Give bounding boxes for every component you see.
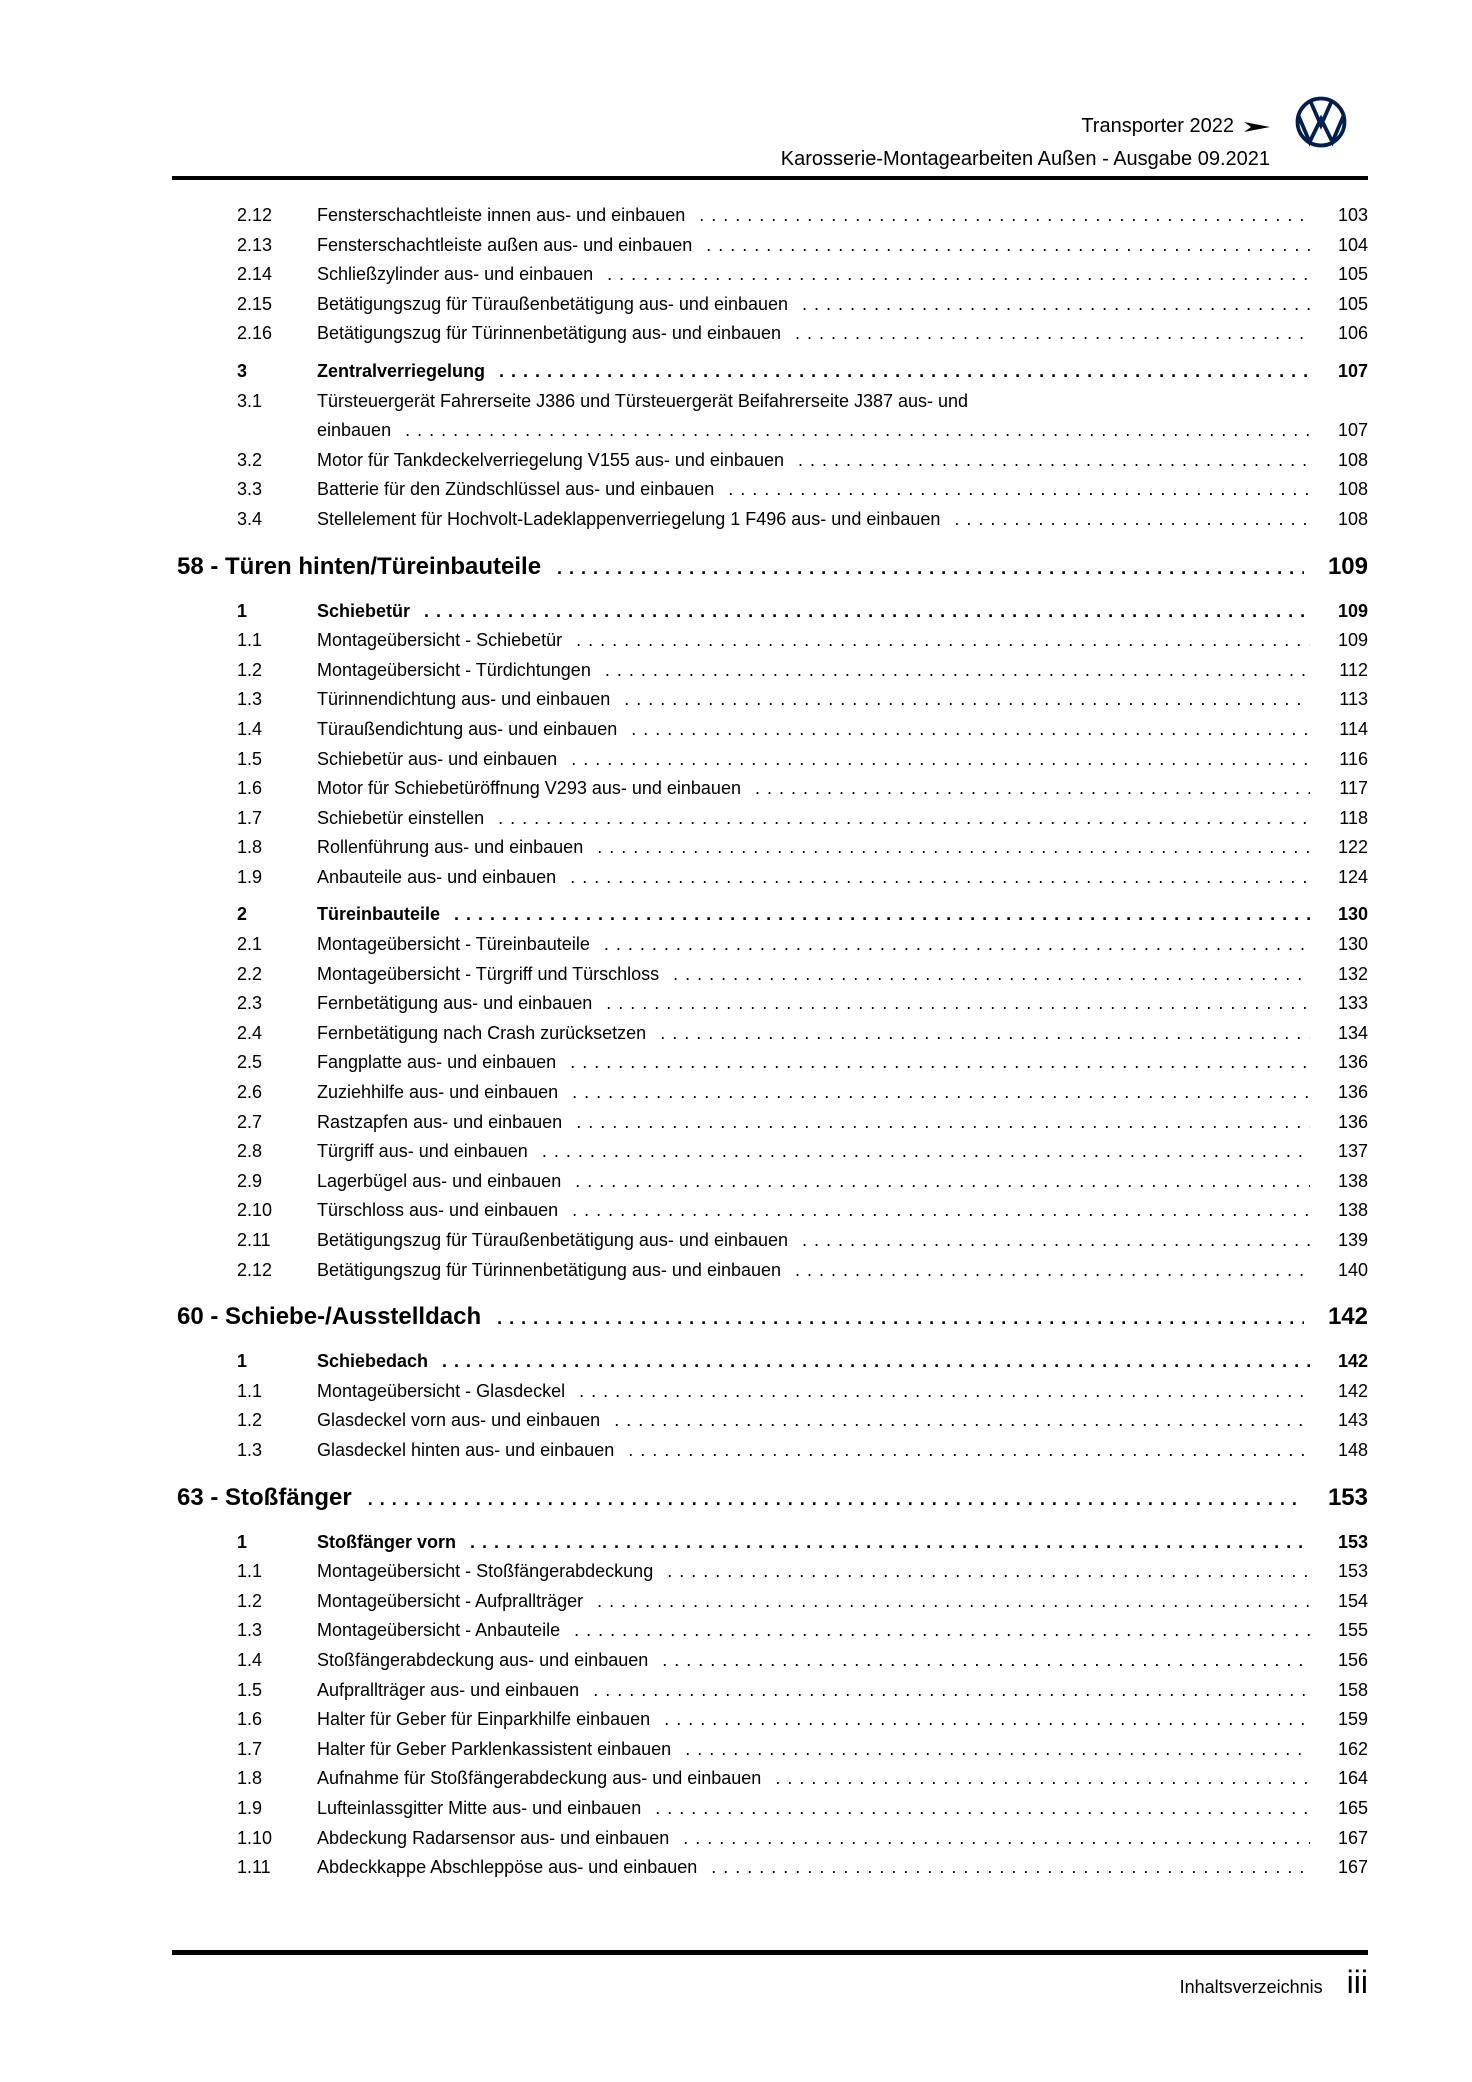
entry-page-number: 136 <box>1337 1111 1368 1132</box>
entry-number: 2.5 <box>237 1052 263 1073</box>
header-subtitle: Karosserie-Montagearbeiten Außen - Ausgabe 09.2021 <box>780 148 1270 170</box>
entry-title: Stoßfänger vorn <box>317 1531 457 1552</box>
entry-page-number: 108 <box>1337 479 1368 500</box>
toc-entry-row <box>177 715 1368 745</box>
entry-number: 2.8 <box>237 1141 263 1162</box>
toc-chapter-row <box>177 545 1368 589</box>
entry-page-number: 114 <box>1339 718 1368 739</box>
entry-number: 1.2 <box>237 1410 263 1431</box>
entry-page-number: 138 <box>1337 1170 1368 1191</box>
entry-number: 2.6 <box>237 1082 263 1103</box>
header-title: Transporter 2022 <box>1081 115 1234 137</box>
entry-number: 3.4 <box>237 508 263 529</box>
toc-entry-row <box>177 833 1368 863</box>
entry-page-number: 139 <box>1337 1230 1368 1250</box>
toc-entry-row <box>177 1108 1368 1138</box>
toc-entry-row <box>177 357 1368 387</box>
toc-entry-row <box>177 1587 1368 1617</box>
dot-leader <box>775 1764 1310 1794</box>
toc-entry-row <box>177 626 1368 656</box>
chapter-page-number: 109 <box>1327 552 1368 580</box>
entry-number: 2.16 <box>237 323 273 344</box>
toc-chapter-row <box>177 1295 1368 1339</box>
entry-number: 2.7 <box>237 1111 263 1132</box>
entry-number: 1 <box>237 1531 248 1552</box>
entry-page-number: 162 <box>1337 1738 1368 1759</box>
chapter-title: 60 - Schiebe-/Ausstelldach <box>177 1303 482 1331</box>
dot-leader <box>728 475 1310 505</box>
entry-page-number: 117 <box>1339 778 1368 799</box>
entry-title: Aufnahme für Stoßfängerabdeckung aus- und einbauen <box>317 1768 762 1789</box>
toc-entry-row <box>177 505 1368 535</box>
dot-leader <box>802 290 1310 320</box>
dot-leader <box>683 1824 1310 1854</box>
dot-leader <box>571 745 1310 775</box>
entry-number: 1.9 <box>237 1797 263 1818</box>
entry-title: Türaußendichtung aus- und einbauen <box>317 718 618 739</box>
dot-leader <box>576 1108 1310 1138</box>
entry-title: Montageübersicht - Schiebetür <box>317 630 563 651</box>
toc-entry-row <box>177 1019 1368 1049</box>
footer-label: Inhaltsverzeichnis <box>1179 1977 1323 1997</box>
dot-leader <box>706 231 1310 261</box>
entry-title: Rollenführung aus- und einbauen <box>317 837 584 858</box>
dot-leader <box>424 597 1310 627</box>
dot-leader <box>795 319 1310 349</box>
entry-title: Montageübersicht - Türeinbauteile <box>317 934 590 955</box>
dot-leader <box>542 1137 1310 1167</box>
entry-number: 1.4 <box>237 718 263 739</box>
toc-entry-row <box>177 1646 1368 1676</box>
toc-entry-row <box>177 685 1368 715</box>
dot-leader <box>798 446 1310 476</box>
dot-leader <box>405 416 1310 446</box>
toc-entry-row <box>177 446 1368 476</box>
toc-entry-row <box>177 989 1368 1019</box>
entry-page-number: 104 <box>1337 234 1368 255</box>
entry-page-number: 113 <box>1339 689 1368 710</box>
entry-title: Glasdeckel hinten aus- und einbauen <box>317 1439 615 1460</box>
entry-title: Betätigungszug für Türaußenbetätigung aus- und einbauen <box>317 293 789 314</box>
entry-page-number: 140 <box>1337 1259 1368 1280</box>
toc-entry-row <box>177 1735 1368 1765</box>
entry-page-number: 107 <box>1337 360 1368 381</box>
dot-leader <box>614 1406 1310 1436</box>
entry-number: 2.10 <box>237 1200 273 1221</box>
entry-number: 1.6 <box>237 1709 263 1730</box>
entry-title: Zentralverriegelung <box>317 360 486 381</box>
toc-entry-row <box>177 1256 1368 1286</box>
dot-leader <box>655 1794 1310 1824</box>
chapter-title: 63 - Stoßfänger <box>177 1483 352 1511</box>
toc-entry-row <box>177 1794 1368 1824</box>
entry-title: Lagerbügel aus- und einbauen <box>317 1170 562 1191</box>
entry-number: 1.11 <box>237 1857 271 1878</box>
entry-page-number: 103 <box>1337 205 1368 225</box>
header-divider <box>172 176 1368 180</box>
entry-page-number: 132 <box>1337 963 1368 984</box>
dot-leader <box>795 1256 1310 1286</box>
dot-leader <box>624 685 1310 715</box>
toc-entry-row <box>177 1436 1368 1466</box>
entry-title: Motor für Tankdeckelverriegelung V155 aus- und einbauen <box>317 449 784 470</box>
dot-leader <box>574 1616 1310 1646</box>
footer-page-number: iii <box>1346 1964 1368 2000</box>
chapter-title: 58 - Türen hinten/Türeinbauteile <box>177 552 542 580</box>
entry-title: Montageübersicht - Glasdeckel <box>317 1380 566 1401</box>
dot-leader <box>570 1048 1310 1078</box>
table-of-contents <box>177 201 1368 1883</box>
entry-title: Montageübersicht - Türdichtungen <box>317 659 591 680</box>
header-title-line <box>781 110 1270 143</box>
entry-number: 1.8 <box>237 837 263 858</box>
dot-leader <box>607 260 1310 290</box>
entry-title: Stellelement für Hochvolt-Ladeklappenverriegelung 1 F496 aus- und einbauen <box>317 508 941 529</box>
entry-number: 1.10 <box>237 1827 273 1848</box>
entry-page-number: 105 <box>1337 264 1368 285</box>
entry-title: Betätigungszug für Türinnenbetätigung aus- und einbauen <box>317 323 782 344</box>
toc-entry-row <box>177 745 1368 775</box>
dot-leader <box>662 1646 1310 1676</box>
entry-title: Montageübersicht - Anbauteile <box>317 1620 561 1641</box>
entry-page-number: 136 <box>1337 1052 1368 1073</box>
entry-page-number: 108 <box>1337 508 1368 529</box>
dot-leader <box>572 1078 1310 1108</box>
toc-entry-row <box>177 1764 1368 1794</box>
entry-number: 2.3 <box>237 993 263 1014</box>
toc-entry-row <box>177 1853 1368 1883</box>
entry-title: Montageübersicht - Türgriff und Türschloss <box>317 963 660 984</box>
entry-title: Abdeckkappe Abschleppöse aus- und einbauen <box>317 1857 698 1878</box>
entry-title-continued: einbauen <box>317 420 392 441</box>
dot-leader <box>755 774 1310 804</box>
entry-number: 1.8 <box>237 1768 263 1789</box>
entry-number: 1.9 <box>237 866 263 887</box>
dot-leader <box>628 1436 1310 1466</box>
entry-title: Batterie für den Zündschlüssel aus- und einbauen <box>317 479 715 500</box>
chapter-page-number: 153 <box>1327 1483 1368 1511</box>
page-footer <box>1180 1964 1368 2001</box>
entry-number: 2.11 <box>237 1230 271 1250</box>
entry-title: Schiebetür einstellen <box>317 807 485 828</box>
entry-title: Türinnendichtung aus- und einbauen <box>317 689 611 710</box>
entry-number: 1.3 <box>237 689 263 710</box>
entry-number: 1.2 <box>237 659 263 680</box>
entry-title: Glasdeckel vorn aus- und einbauen <box>317 1410 601 1431</box>
entry-number: 3.3 <box>237 479 263 500</box>
toc-entry-row <box>177 960 1368 990</box>
entry-page-number: 137 <box>1337 1141 1368 1162</box>
dot-leader <box>685 1735 1310 1765</box>
dot-leader <box>572 1196 1310 1226</box>
entry-page-number: 122 <box>1337 837 1368 858</box>
chapter-page-number: 142 <box>1327 1303 1368 1331</box>
entry-title: Schiebetür aus- und einbauen <box>317 748 558 769</box>
toc-entry-row <box>177 1226 1368 1256</box>
dot-leader <box>597 1587 1310 1617</box>
dot-leader <box>570 863 1310 893</box>
entry-title: Motor für Schiebetüröffnung V293 aus- und einbauen <box>317 778 741 799</box>
dot-leader <box>631 715 1310 745</box>
dot-leader <box>699 201 1310 231</box>
entry-number: 2 <box>237 904 248 925</box>
toc-entry-row <box>177 1347 1368 1377</box>
entry-number: 1.3 <box>237 1620 263 1641</box>
toc-entry-row <box>177 774 1368 804</box>
entry-title: Türeinbauteile <box>317 904 441 925</box>
entry-title: Stoßfängerabdeckung aus- und einbauen <box>317 1649 649 1670</box>
entry-page-number: 164 <box>1337 1768 1368 1789</box>
toc-entry-row <box>177 597 1368 627</box>
entry-page-number: 106 <box>1337 323 1368 344</box>
entry-page-number: 156 <box>1337 1649 1368 1670</box>
dot-leader <box>711 1853 1310 1883</box>
entry-number: 2.15 <box>237 293 273 314</box>
toc-entry-row <box>177 1377 1368 1407</box>
entry-title: Fernbetätigung nach Crash zurücksetzen <box>317 1022 647 1043</box>
entry-title: Fensterschachtleiste innen aus- und einbauen <box>317 205 686 225</box>
toc-entry-row <box>177 201 1368 231</box>
entry-page-number: 133 <box>1337 993 1368 1014</box>
entry-number: 1.5 <box>237 748 263 769</box>
dot-leader <box>454 900 1310 930</box>
entry-page-number: 155 <box>1337 1620 1368 1641</box>
dot-leader <box>606 989 1310 1019</box>
entry-title: Rastzapfen aus- und einbauen <box>317 1111 563 1132</box>
entry-title: Betätigungszug für Türinnenbetätigung aus- und einbauen <box>317 1259 782 1280</box>
entry-title: Schiebetür <box>317 600 411 621</box>
toc-entry-row <box>177 900 1368 930</box>
entry-number: 2.2 <box>237 963 263 984</box>
entry-page-number: 130 <box>1337 934 1368 955</box>
toc-entry-row <box>177 1824 1368 1854</box>
entry-number: 2.9 <box>237 1170 263 1191</box>
entry-title: Lufteinlassgitter Mitte aus- und einbauen <box>317 1797 642 1818</box>
entry-title: Zuziehhilfe aus- und einbauen <box>317 1082 559 1103</box>
entry-page-number: 138 <box>1337 1200 1368 1221</box>
toc-entry-row <box>177 1616 1368 1646</box>
dot-leader <box>664 1705 1310 1735</box>
entry-page-number: 167 <box>1337 1857 1368 1878</box>
entry-number: 1.3 <box>237 1439 263 1460</box>
entry-number: 2.12 <box>237 1259 273 1280</box>
dot-leader <box>579 1377 1310 1407</box>
entry-page-number: 159 <box>1337 1709 1368 1730</box>
entry-page-number: 158 <box>1337 1679 1368 1700</box>
entry-page-number: 105 <box>1337 293 1368 314</box>
entry-title: Fangplatte aus- und einbauen <box>317 1052 557 1073</box>
toc-entry-row <box>177 804 1368 834</box>
toc-entry-row <box>177 387 1368 446</box>
entry-title: Schließzylinder aus- und einbauen <box>317 264 594 285</box>
entry-title: Montageübersicht - Aufprallträger <box>317 1590 584 1611</box>
dot-leader <box>557 546 1304 590</box>
toc-entry-row <box>177 1557 1368 1587</box>
dot-leader <box>593 1676 1310 1706</box>
entry-number: 1 <box>237 1351 248 1372</box>
entry-page-number: 118 <box>1339 807 1368 828</box>
toc-entry-row <box>177 475 1368 505</box>
entry-number: 1.1 <box>237 630 263 651</box>
entry-number: 2.13 <box>237 234 273 255</box>
entry-title: Türgriff aus- und einbauen <box>317 1141 528 1162</box>
toc-entry-row <box>177 1167 1368 1197</box>
toc-entry-row <box>177 1048 1368 1078</box>
dot-leader <box>673 960 1310 990</box>
dot-leader <box>802 1226 1310 1256</box>
right-arrowhead-icon <box>1244 120 1270 134</box>
dot-leader <box>499 357 1310 387</box>
toc-entry-row <box>177 290 1368 320</box>
entry-title: Montageübersicht - Stoßfängerabdeckung <box>317 1561 654 1582</box>
dot-leader <box>597 833 1310 863</box>
entry-page-number: 134 <box>1337 1022 1368 1043</box>
entry-number: 1.5 <box>237 1679 263 1700</box>
footer-divider <box>172 1950 1368 1955</box>
toc-entry-row <box>177 319 1368 349</box>
entry-page-number: 130 <box>1337 904 1368 925</box>
toc-entry-row <box>177 1137 1368 1167</box>
dot-leader <box>576 626 1310 656</box>
entry-number: 3.1 <box>237 390 263 411</box>
entry-page-number: 108 <box>1337 449 1368 470</box>
toc-entry-row <box>177 930 1368 960</box>
entry-page-number: 167 <box>1337 1827 1368 1848</box>
dot-leader <box>604 930 1310 960</box>
entry-page-number: 148 <box>1337 1439 1368 1460</box>
entry-page-number: 142 <box>1337 1380 1368 1401</box>
entry-number: 3 <box>237 360 248 381</box>
page-header <box>781 110 1270 176</box>
toc-entry-row <box>177 1078 1368 1108</box>
toc-entry-row <box>177 1676 1368 1706</box>
entry-page-number: 109 <box>1337 600 1368 621</box>
dot-leader <box>954 505 1310 535</box>
entry-number: 1.2 <box>237 1590 263 1611</box>
entry-number: 1.7 <box>237 807 263 828</box>
entry-title: Betätigungszug für Türaußenbetätigung aus- und einbauen <box>317 1230 789 1250</box>
entry-page-number: 112 <box>1339 659 1368 680</box>
entry-number: 3.2 <box>237 449 263 470</box>
dot-leader <box>605 656 1310 686</box>
entry-number: 2.12 <box>237 205 273 225</box>
entry-number: 1.1 <box>237 1380 263 1401</box>
entry-page-number: 154 <box>1337 1590 1368 1611</box>
entry-title: Türsteuergerät Fahrerseite J386 und Türsteuergerät Beifahrerseite J387 aus- und <box>317 390 969 411</box>
dot-leader <box>660 1019 1310 1049</box>
entry-title: Halter für Geber Parklenkassistent einbauen <box>317 1738 672 1759</box>
entry-number: 1 <box>237 600 248 621</box>
entry-number: 1.7 <box>237 1738 263 1759</box>
toc-chapter-row <box>177 1476 1368 1520</box>
entry-title: Halter für Geber für Einparkhilfe einbauen <box>317 1709 651 1730</box>
entry-title: Schiebedach <box>317 1351 429 1372</box>
entry-page-number: 107 <box>1337 420 1368 441</box>
dot-leader <box>470 1528 1310 1558</box>
dot-leader <box>575 1167 1310 1197</box>
dot-leader <box>497 1296 1304 1340</box>
entry-number: 1.6 <box>237 778 263 799</box>
entry-number: 2.1 <box>237 934 263 955</box>
entry-title: Fernbetätigung aus- und einbauen <box>317 993 593 1014</box>
entry-page-number: 153 <box>1337 1561 1368 1582</box>
toc-entry-row <box>177 260 1368 290</box>
entry-page-number: 143 <box>1337 1410 1368 1431</box>
entry-page-number: 124 <box>1337 866 1368 887</box>
toc-entry-row <box>177 1196 1368 1226</box>
dot-leader <box>498 804 1310 834</box>
vw-logo-icon <box>1294 95 1348 149</box>
entry-title: Aufprallträger aus- und einbauen <box>317 1679 580 1700</box>
toc-entry-row <box>177 231 1368 261</box>
entry-page-number: 153 <box>1337 1531 1368 1552</box>
entry-number: 1.4 <box>237 1649 263 1670</box>
toc-entry-row <box>177 1406 1368 1436</box>
entry-page-number: 109 <box>1337 630 1368 651</box>
dot-leader <box>368 1477 1304 1521</box>
entry-number: 2.14 <box>237 264 273 285</box>
entry-number: 2.4 <box>237 1022 263 1043</box>
dot-leader <box>667 1557 1310 1587</box>
toc-entry-row <box>177 1705 1368 1735</box>
entry-page-number: 165 <box>1337 1797 1368 1818</box>
toc-entry-row <box>177 656 1368 686</box>
entry-title: Abdeckung Radarsensor aus- und einbauen <box>317 1827 670 1848</box>
entry-page-number: 142 <box>1337 1351 1368 1372</box>
entry-page-number: 116 <box>1339 748 1368 769</box>
entry-title: Türschloss aus- und einbauen <box>317 1200 559 1221</box>
entry-title: Anbauteile aus- und einbauen <box>317 866 557 887</box>
entry-number: 1.1 <box>237 1561 263 1582</box>
toc-entry-row <box>177 1528 1368 1558</box>
entry-title: Fensterschachtleiste außen aus- und einbauen <box>317 234 693 255</box>
toc-entry-row <box>177 863 1368 893</box>
entry-page-number: 136 <box>1337 1082 1368 1103</box>
dot-leader <box>442 1347 1310 1377</box>
